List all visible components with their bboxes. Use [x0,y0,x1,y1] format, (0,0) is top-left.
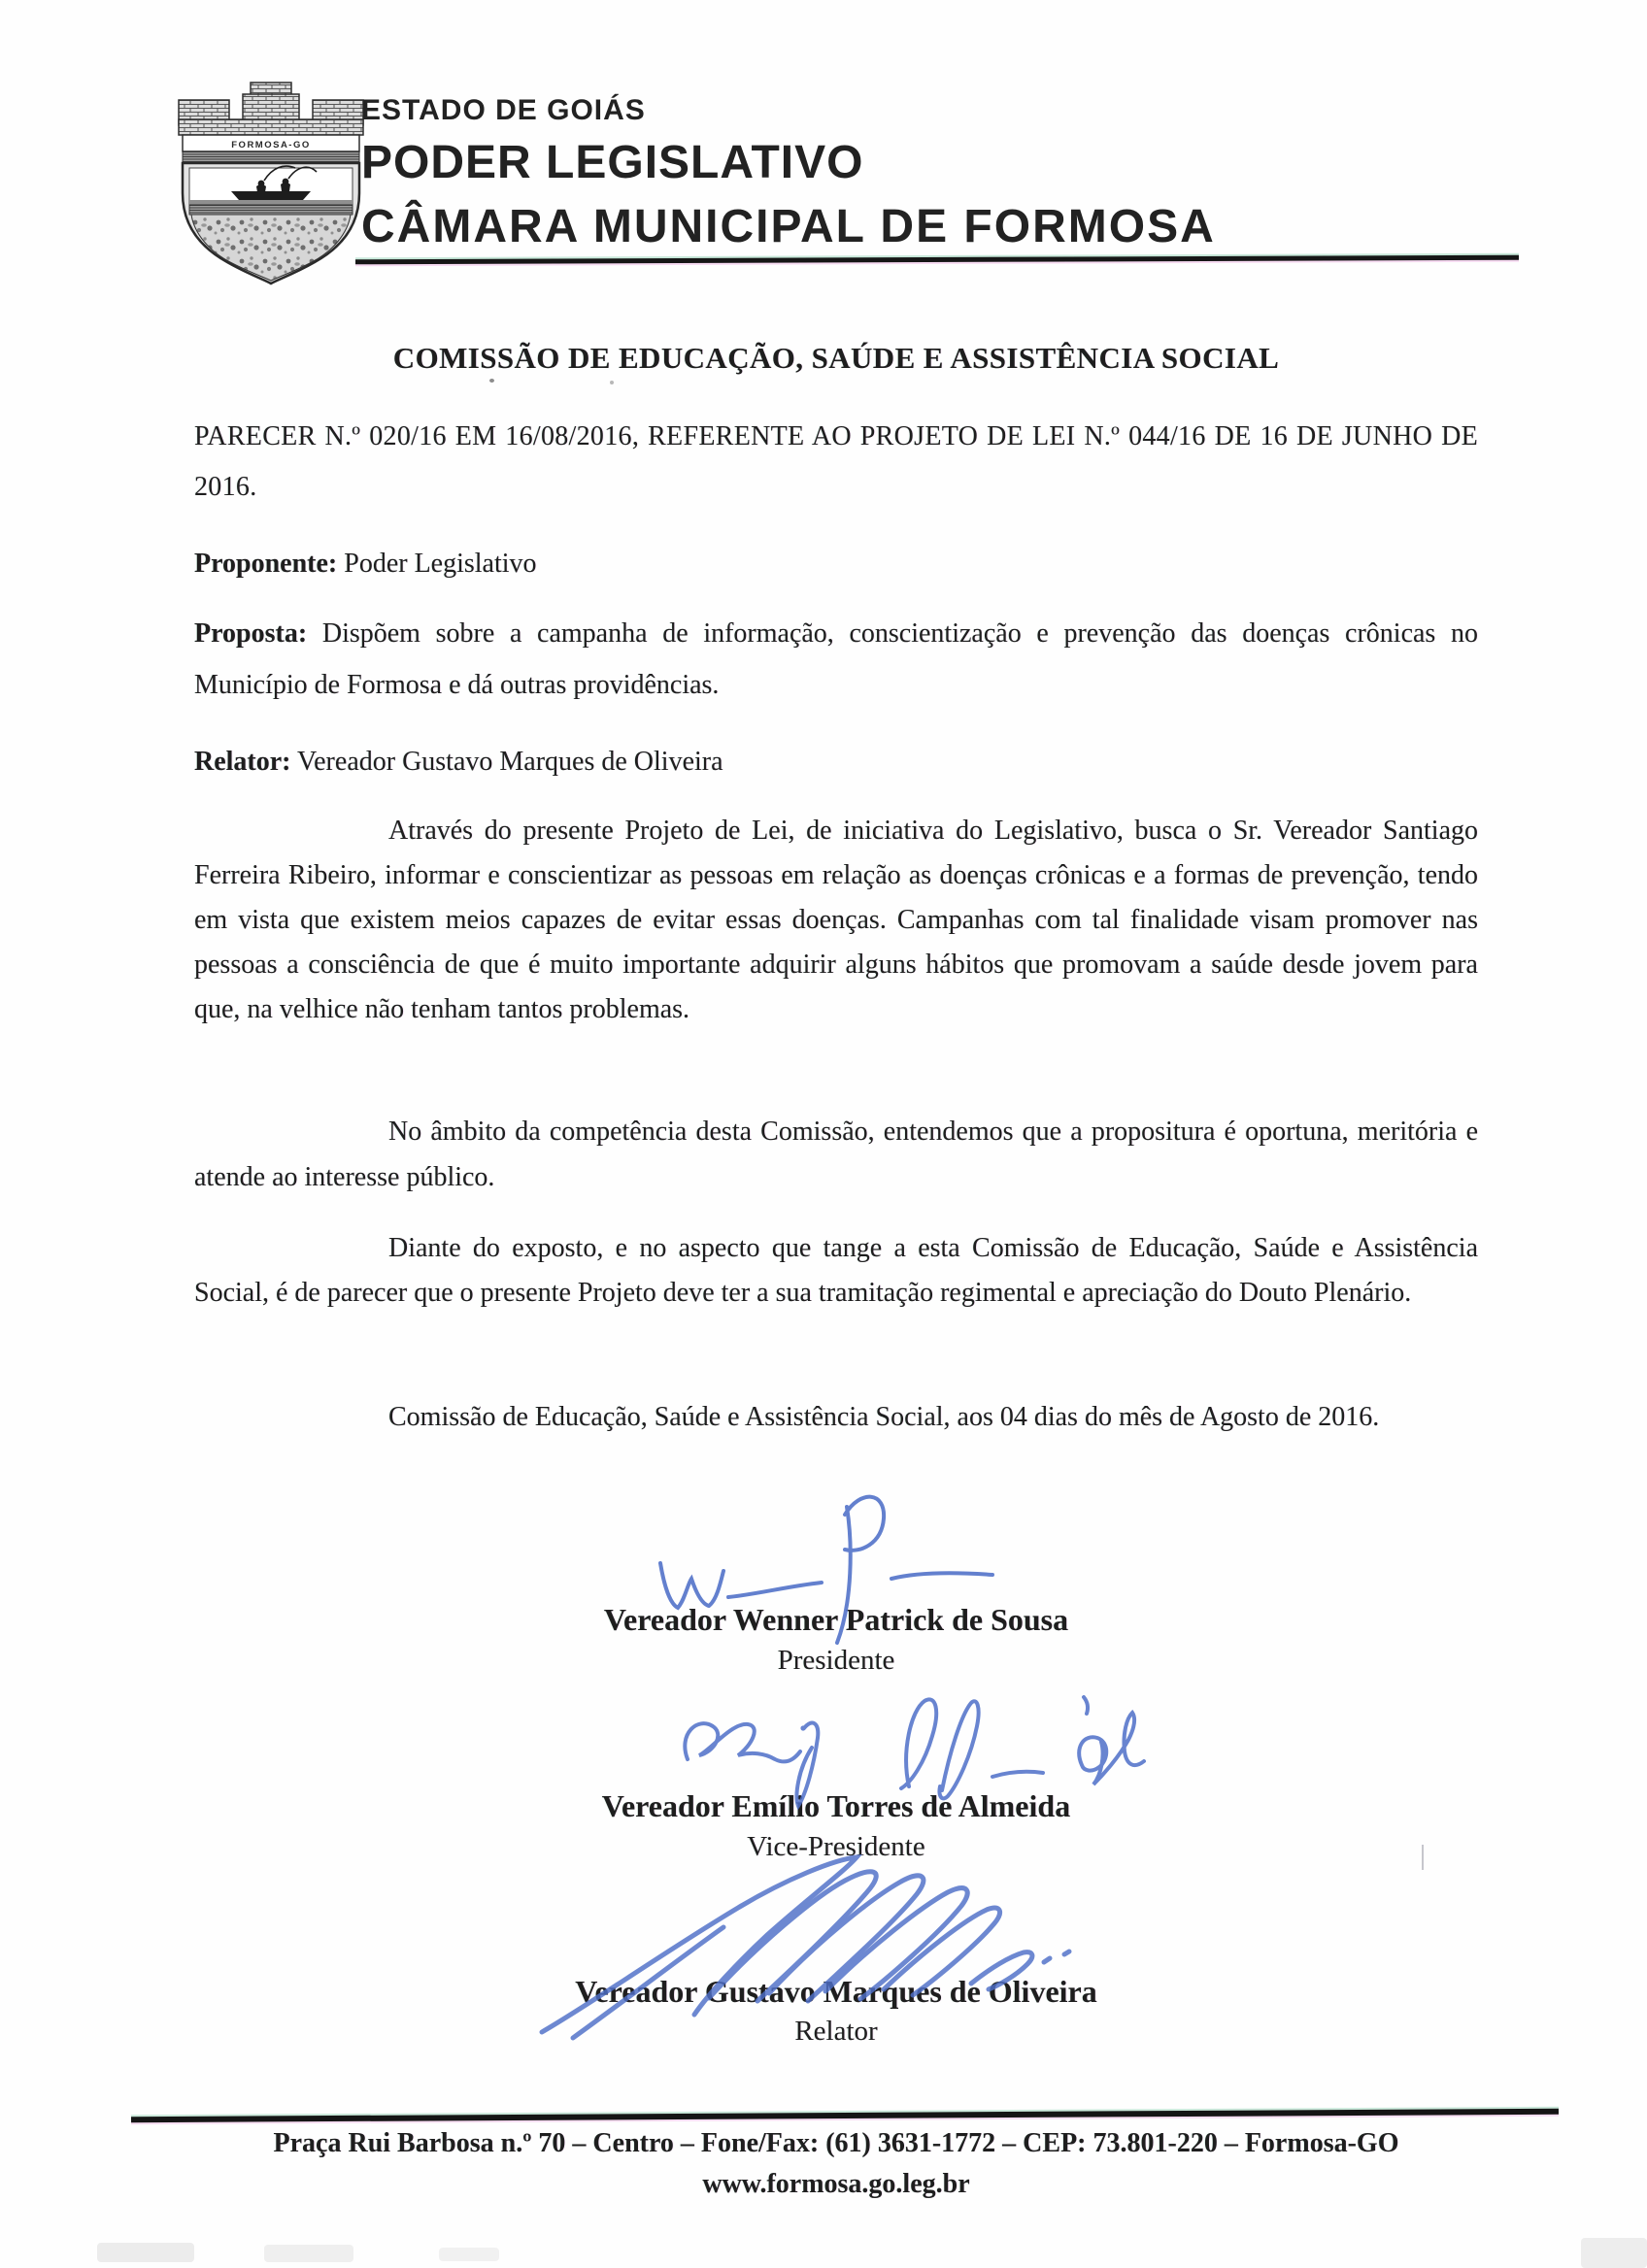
body-paragraph-4: Comissão de Educação, Saúde e Assistência Social, aos 04 dias do mês de Agosto de 2016. [388,1402,1380,1432]
scan-speck [489,379,494,383]
footer-address: Praça Rui Barbosa n.º 70 – Centro – Fone/Fax: (61) 3631-1772 – CEP: 73.801-220 – Formosa-GO [273,2128,1399,2158]
signature-name-relator: Vereador Gustavo Marques de Oliveira [575,1974,1097,2009]
body-paragraph-3: Diante do exposto, e no aspecto que tange a esta Comissão de Educação, Saúde e Assistência Social, é de parecer que o presente Projeto deve ter a sua tramitação regimental e apreciação do Douto Plenário. [194,1233,1478,1308]
header-branch: PODER LEGISLATIVO [361,137,864,188]
crest-band [183,151,359,163]
field-proponente-label: Proponente: [194,549,338,579]
header-divider [355,255,1519,265]
field-relator-label: Relator: [194,747,291,777]
crest-field [191,215,351,281]
committee-title: COMISSÃO DE EDUCAÇÃO, SAÚDE E ASSISTÊNCIA SOCIAL [392,341,1280,375]
opinion-reference: PARECER N.º 020/16 EM 16/08/2016, REFERENTE AO PROJETO DE LEI N.º 044/16 DE 16 DE JUNHO DE 2016. [194,421,1478,502]
signature-role-relator: Relator [794,2016,878,2047]
scan-mark [1422,1845,1424,1870]
header-state: ESTADO DE GOIÁS [361,94,646,126]
field-proposta [194,608,1478,711]
scan-speck [610,381,614,384]
field-proponente-value: Poder Legislativo [344,549,537,579]
scan-smudge [97,2243,194,2262]
field-proposta-label: Proposta: [194,618,308,649]
field-proposta-value: Dispõem sobre a campanha de informação, conscientização e prevenção das doenças crônicas no Município de Formosa e dá outras providências. [194,618,1479,700]
logo-caption: FORMOSA-GO [231,140,311,150]
signature-stroke-relator [515,1838,1117,2042]
body-paragraph-1: Através do presente Projeto de Lei, de iniciativa do Legislativo, busca o Sr. Vereador Santiago Ferreira Ribeiro, informar e conscientizar as pessoas em relação as doenças crônicas e a formas de prevenção, tendo em vista que existem meios capazes de evitar essas doenças. Campanhas com tal finalidade visam promover nas pessoas a consciência de que é muito importante adquirir alguns hábitos que promovam a saúde desde jovem para que, na velhice não tenham tantos problemas. [194,816,1478,1024]
scan-smudge [439,2248,499,2261]
signature-name-vice-presidente: Vereador Emílio Torres de Almeida [601,1788,1071,1823]
field-relator-value: Vereador Gustavo Marques de Oliveira [297,747,723,777]
signature-role-presidente: Presidente [777,1645,895,1676]
footer-divider [131,2109,1559,2122]
footer-website: www.formosa.go.leg.br [702,2169,970,2199]
crest-water [189,200,353,205]
crest-mid-band [189,205,353,215]
scan-smudge [264,2245,353,2262]
scan-smudge [1581,2238,1647,2268]
signature-role-vice-presidente: Vice-Presidente [747,1831,925,1862]
field-proponente [194,538,1478,589]
signature-name-presidente: Vereador Wenner Patrick de Sousa [603,1602,1069,1637]
crest-battlements [179,83,363,135]
municipal-crest-logo [167,81,375,286]
field-relator [194,736,1478,787]
body-paragraph-2: No âmbito da competência desta Comissão, entendemos que a propositura é oportuna, meritória e atende ao interesse público. [194,1117,1478,1192]
header-chamber: CÂMARA MUNICIPAL DE FORMOSA [361,201,1216,252]
